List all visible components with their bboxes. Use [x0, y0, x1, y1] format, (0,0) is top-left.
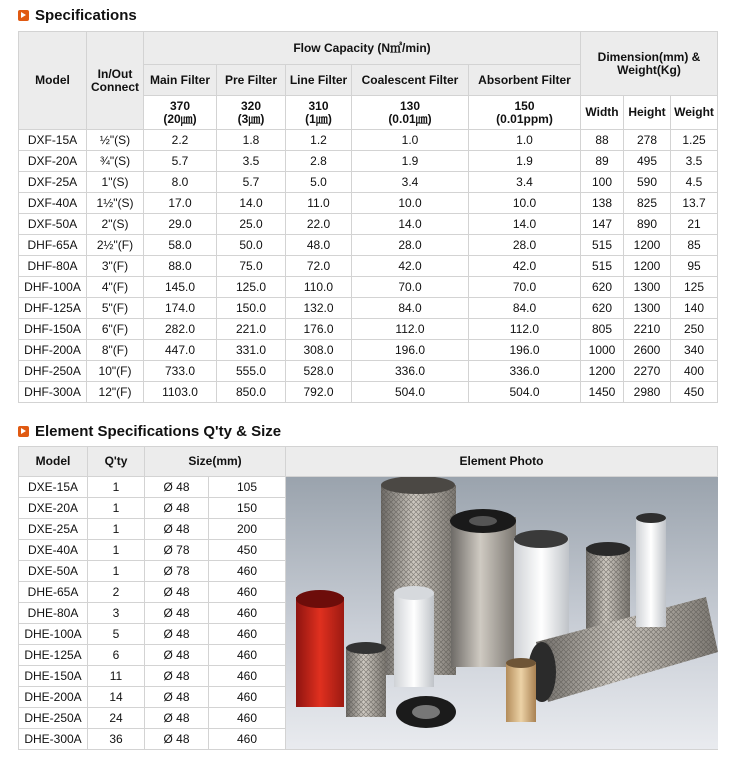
spec-row	[19, 235, 718, 256]
spec-value: 310	[308, 98, 329, 113]
spec-cell-line: 11.0	[286, 193, 352, 214]
specifications-title	[18, 7, 137, 24]
header-model: Model	[19, 32, 87, 130]
spec-cell-pre: 1.8	[217, 130, 286, 151]
spec-cell-inout: 5"(F)	[87, 298, 144, 319]
spec-cell-model: DHF-250A	[19, 361, 87, 382]
header-pre-filter-spec	[217, 96, 286, 130]
spec-cell-weight: 400	[671, 361, 718, 382]
header-line-filter: Line Filter	[286, 65, 352, 96]
spec-cell-pre: 331.0	[217, 340, 286, 361]
spec-row	[19, 130, 718, 151]
spec-cell-main: 17.0	[144, 193, 217, 214]
element-cell-length: 150	[209, 498, 286, 519]
element-cell-qty: 1	[88, 498, 145, 519]
element-cell-qty: 5	[88, 624, 145, 645]
spec-cell-weight: 140	[671, 298, 718, 319]
spec-cell-model: DXF-40A	[19, 193, 87, 214]
element-cell-qty: 3	[88, 603, 145, 624]
spec-cell-line: 48.0	[286, 235, 352, 256]
small-mesh-element	[346, 642, 386, 717]
header-weight: Weight	[671, 96, 718, 130]
spec-cell-weight: 85	[671, 235, 718, 256]
arrow-bullet-icon	[18, 10, 29, 21]
element-specifications-title-text: Element Specifications Q'ty & Size	[35, 423, 282, 440]
header-coalescent-spec	[352, 96, 469, 130]
element-cell-diameter: Ø 48	[145, 624, 209, 645]
spec-cell-main: 88.0	[144, 256, 217, 277]
spec-cell-height: 2600	[624, 340, 671, 361]
specifications-table	[18, 31, 718, 403]
spec-micron: (3㎛)	[237, 111, 265, 126]
element-specifications-table	[18, 446, 718, 750]
spec-cell-pre: 555.0	[217, 361, 286, 382]
spec-cell-coalescent: 42.0	[352, 256, 469, 277]
spec-cell-model: DXF-20A	[19, 151, 87, 172]
spec-cell-main: 58.0	[144, 235, 217, 256]
element-cell-qty: 1	[88, 519, 145, 540]
header-coalescent-filter: Coalescent Filter	[352, 65, 469, 96]
spec-cell-inout: 10"(F)	[87, 361, 144, 382]
spec-cell-pre: 850.0	[217, 382, 286, 403]
element-cell-model: DHE-250A	[19, 708, 88, 729]
spec-cell-absorbent: 14.0	[469, 214, 581, 235]
spec-row	[19, 214, 718, 235]
header-pre-filter: Pre Filter	[217, 65, 286, 96]
spec-cell-weight: 3.5	[671, 151, 718, 172]
spec-cell-inout: 12"(F)	[87, 382, 144, 403]
element-cell-model: DHE-125A	[19, 645, 88, 666]
spec-cell-main: 174.0	[144, 298, 217, 319]
spec-cell-coalescent: 196.0	[352, 340, 469, 361]
element-cell-length: 460	[209, 666, 286, 687]
spec-micron: (1㎛)	[305, 111, 332, 126]
spec-cell-height: 2980	[624, 382, 671, 403]
white-tube-right	[636, 513, 666, 627]
spec-row	[19, 319, 718, 340]
element-specifications-title	[18, 423, 281, 440]
spec-cell-coalescent: 28.0	[352, 235, 469, 256]
element-cell-diameter: Ø 78	[145, 540, 209, 561]
spec-cell-height: 1300	[624, 298, 671, 319]
arrow-bullet-icon	[18, 426, 29, 437]
spec-cell-coalescent: 504.0	[352, 382, 469, 403]
spec-cell-line: 132.0	[286, 298, 352, 319]
spec-cell-inout: 8"(F)	[87, 340, 144, 361]
spec-cell-pre: 3.5	[217, 151, 286, 172]
spec-cell-main: 2.2	[144, 130, 217, 151]
spec-cell-model: DHF-80A	[19, 256, 87, 277]
element-header-size: Size(mm)	[145, 447, 286, 477]
element-cell-qty: 24	[88, 708, 145, 729]
spec-cell-height: 2210	[624, 319, 671, 340]
element-cell-diameter: Ø 48	[145, 582, 209, 603]
spec-cell-line: 2.8	[286, 151, 352, 172]
element-cell-diameter: Ø 78	[145, 561, 209, 582]
spec-cell-weight: 1.25	[671, 130, 718, 151]
element-cell-length: 460	[209, 729, 286, 750]
element-photo	[286, 477, 718, 749]
spec-cell-weight: 4.5	[671, 172, 718, 193]
spec-micron: (20㎛)	[163, 111, 197, 126]
spec-cell-width: 1450	[581, 382, 624, 403]
spec-cell-model: DXF-25A	[19, 172, 87, 193]
spec-cell-inout: 3"(F)	[87, 256, 144, 277]
spec-cell-width: 88	[581, 130, 624, 151]
spec-cell-height: 278	[624, 130, 671, 151]
white-small-element	[394, 586, 434, 687]
spec-row	[19, 340, 718, 361]
spec-value: 130	[399, 98, 421, 113]
spec-cell-pre: 150.0	[217, 298, 286, 319]
black-cap-cylinder	[450, 509, 516, 667]
element-cell-model: DHE-80A	[19, 603, 88, 624]
spec-row	[19, 277, 718, 298]
spec-cell-absorbent: 28.0	[469, 235, 581, 256]
spec-cell-main: 282.0	[144, 319, 217, 340]
spec-cell-line: 110.0	[286, 277, 352, 298]
element-cell-model: DXE-50A	[19, 561, 88, 582]
header-main-filter: Main Filter	[144, 65, 217, 96]
spec-cell-weight: 95	[671, 256, 718, 277]
spec-row	[19, 256, 718, 277]
spec-cell-model: DHF-100A	[19, 277, 87, 298]
spec-cell-line: 528.0	[286, 361, 352, 382]
spec-cell-pre: 25.0	[217, 214, 286, 235]
spec-cell-main: 1103.0	[144, 382, 217, 403]
element-cell-model: DHE-100A	[19, 624, 88, 645]
spec-cell-inout: 2½"(F)	[87, 235, 144, 256]
spec-cell-coalescent: 10.0	[352, 193, 469, 214]
spec-cell-pre: 14.0	[217, 193, 286, 214]
spec-cell-absorbent: 42.0	[469, 256, 581, 277]
header-dimension-weight: Dimension(mm) & Weight(Kg)	[581, 32, 718, 96]
element-cell-diameter: Ø 48	[145, 603, 209, 624]
spec-cell-coalescent: 1.9	[352, 151, 469, 172]
spec-cell-height: 890	[624, 214, 671, 235]
spec-row	[19, 151, 718, 172]
spec-cell-model: DHF-65A	[19, 235, 87, 256]
element-cell-diameter: Ø 48	[145, 729, 209, 750]
element-specifications-body	[19, 477, 718, 750]
spec-cell-inout: 1"(S)	[87, 172, 144, 193]
spec-cell-pre: 125.0	[217, 277, 286, 298]
element-cell-qty: 1	[88, 477, 145, 498]
spec-cell-height: 1200	[624, 256, 671, 277]
spec-cell-main: 29.0	[144, 214, 217, 235]
spec-cell-absorbent: 10.0	[469, 193, 581, 214]
spec-row	[19, 361, 718, 382]
spec-cell-weight: 125	[671, 277, 718, 298]
spec-cell-pre: 5.7	[217, 172, 286, 193]
spec-cell-pre: 221.0	[217, 319, 286, 340]
element-cell-qty: 1	[88, 561, 145, 582]
spec-cell-weight: 450	[671, 382, 718, 403]
element-cell-qty: 6	[88, 645, 145, 666]
header-absorbent-spec	[469, 96, 581, 130]
spec-cell-absorbent: 3.4	[469, 172, 581, 193]
element-cell-qty: 36	[88, 729, 145, 750]
element-row	[19, 477, 718, 498]
spec-cell-height: 2270	[624, 361, 671, 382]
spec-cell-coalescent: 1.0	[352, 130, 469, 151]
spec-cell-main: 447.0	[144, 340, 217, 361]
header-flow-capacity: Flow Capacity (N㎥/min)	[144, 32, 581, 65]
spec-row	[19, 298, 718, 319]
spec-cell-inout: 1½"(S)	[87, 193, 144, 214]
element-cell-model: DHE-300A	[19, 729, 88, 750]
element-cell-qty: 14	[88, 687, 145, 708]
spec-value: 370	[169, 98, 191, 113]
spec-cell-coalescent: 14.0	[352, 214, 469, 235]
element-cell-length: 460	[209, 561, 286, 582]
spec-cell-absorbent: 84.0	[469, 298, 581, 319]
spec-cell-coalescent: 70.0	[352, 277, 469, 298]
spec-cell-absorbent: 112.0	[469, 319, 581, 340]
spec-cell-height: 1200	[624, 235, 671, 256]
element-cell-diameter: Ø 48	[145, 645, 209, 666]
element-cell-length: 460	[209, 687, 286, 708]
spec-cell-coalescent: 336.0	[352, 361, 469, 382]
spec-cell-width: 805	[581, 319, 624, 340]
element-cell-model: DHE-200A	[19, 687, 88, 708]
spec-cell-model: DHF-150A	[19, 319, 87, 340]
element-cell-length: 460	[209, 603, 286, 624]
spec-cell-height: 495	[624, 151, 671, 172]
element-header-model: Model	[19, 447, 88, 477]
element-cell-length: 460	[209, 582, 286, 603]
element-cell-model: DHE-150A	[19, 666, 88, 687]
spec-cell-inout: 6"(F)	[87, 319, 144, 340]
spec-cell-weight: 340	[671, 340, 718, 361]
spec-cell-pre: 50.0	[217, 235, 286, 256]
element-cell-qty: 2	[88, 582, 145, 603]
element-cell-diameter: Ø 48	[145, 708, 209, 729]
element-cell-diameter: Ø 48	[145, 666, 209, 687]
spec-cell-height: 1300	[624, 277, 671, 298]
spec-cell-coalescent: 112.0	[352, 319, 469, 340]
spec-cell-height: 825	[624, 193, 671, 214]
element-header-photo: Element Photo	[286, 447, 718, 477]
spec-cell-width: 515	[581, 256, 624, 277]
spec-cell-absorbent: 1.0	[469, 130, 581, 151]
spec-cell-width: 138	[581, 193, 624, 214]
spec-cell-line: 72.0	[286, 256, 352, 277]
spec-cell-absorbent: 336.0	[469, 361, 581, 382]
element-cell-model: DXE-40A	[19, 540, 88, 561]
spec-micron: (0.01ppm)	[496, 111, 553, 126]
spec-value: 320	[240, 98, 262, 113]
spec-cell-model: DHF-200A	[19, 340, 87, 361]
spec-value: 150	[514, 98, 535, 113]
element-cell-length: 460	[209, 624, 286, 645]
spec-cell-coalescent: 3.4	[352, 172, 469, 193]
red-element	[296, 590, 344, 707]
element-cell-model: DXE-20A	[19, 498, 88, 519]
spec-cell-main: 145.0	[144, 277, 217, 298]
spec-cell-width: 89	[581, 151, 624, 172]
header-width: Width	[581, 96, 624, 130]
specifications-title-text: Specifications	[35, 7, 137, 24]
spec-cell-line: 176.0	[286, 319, 352, 340]
header-line-filter-spec	[286, 96, 352, 130]
spec-cell-line: 308.0	[286, 340, 352, 361]
element-cell-model: DXE-15A	[19, 477, 88, 498]
spec-cell-weight: 21	[671, 214, 718, 235]
header-inout-connect: In/Out Connect	[87, 32, 144, 130]
spec-cell-line: 792.0	[286, 382, 352, 403]
spec-row	[19, 382, 718, 403]
spec-cell-width: 515	[581, 235, 624, 256]
spec-cell-width: 1000	[581, 340, 624, 361]
spec-cell-pre: 75.0	[217, 256, 286, 277]
element-cell-diameter: Ø 48	[145, 477, 209, 498]
element-cell-length: 450	[209, 540, 286, 561]
spec-cell-line: 1.2	[286, 130, 352, 151]
spec-cell-inout: 4"(F)	[87, 277, 144, 298]
spec-cell-width: 620	[581, 298, 624, 319]
element-cell-diameter: Ø 48	[145, 498, 209, 519]
element-cell-qty: 1	[88, 540, 145, 561]
spec-cell-main: 8.0	[144, 172, 217, 193]
element-cell-model: DXE-25A	[19, 519, 88, 540]
spec-cell-weight: 13.7	[671, 193, 718, 214]
black-ring-element	[396, 696, 456, 728]
spec-cell-inout: ¾"(S)	[87, 151, 144, 172]
spec-cell-width: 147	[581, 214, 624, 235]
element-cell-length: 200	[209, 519, 286, 540]
spec-row	[19, 172, 718, 193]
element-cell-length: 460	[209, 645, 286, 666]
spec-cell-absorbent: 70.0	[469, 277, 581, 298]
header-main-filter-spec	[144, 96, 217, 130]
element-photo-cell	[286, 477, 718, 750]
element-cell-length: 105	[209, 477, 286, 498]
element-header-qty: Q'ty	[88, 447, 145, 477]
spec-cell-model: DXF-15A	[19, 130, 87, 151]
spec-cell-model: DXF-50A	[19, 214, 87, 235]
spec-cell-weight: 250	[671, 319, 718, 340]
specifications-body	[19, 130, 718, 403]
element-cell-diameter: Ø 48	[145, 519, 209, 540]
element-cell-qty: 11	[88, 666, 145, 687]
element-cell-length: 460	[209, 708, 286, 729]
spec-cell-model: DHF-125A	[19, 298, 87, 319]
spec-micron: (0.01㎛)	[388, 111, 432, 126]
tan-element	[506, 658, 536, 722]
spec-cell-width: 1200	[581, 361, 624, 382]
spec-cell-inout: ½"(S)	[87, 130, 144, 151]
element-cell-diameter: Ø 48	[145, 687, 209, 708]
spec-cell-absorbent: 504.0	[469, 382, 581, 403]
spec-cell-coalescent: 84.0	[352, 298, 469, 319]
spec-cell-line: 5.0	[286, 172, 352, 193]
element-cell-model: DHE-65A	[19, 582, 88, 603]
spec-cell-main: 5.7	[144, 151, 217, 172]
spec-cell-main: 733.0	[144, 361, 217, 382]
spec-row	[19, 193, 718, 214]
header-absorbent-filter: Absorbent Filter	[469, 65, 581, 96]
spec-cell-width: 620	[581, 277, 624, 298]
spec-cell-absorbent: 196.0	[469, 340, 581, 361]
header-height: Height	[624, 96, 671, 130]
spec-cell-line: 22.0	[286, 214, 352, 235]
spec-cell-model: DHF-300A	[19, 382, 87, 403]
spec-cell-height: 590	[624, 172, 671, 193]
spec-cell-width: 100	[581, 172, 624, 193]
spec-cell-absorbent: 1.9	[469, 151, 581, 172]
spec-cell-inout: 2"(S)	[87, 214, 144, 235]
